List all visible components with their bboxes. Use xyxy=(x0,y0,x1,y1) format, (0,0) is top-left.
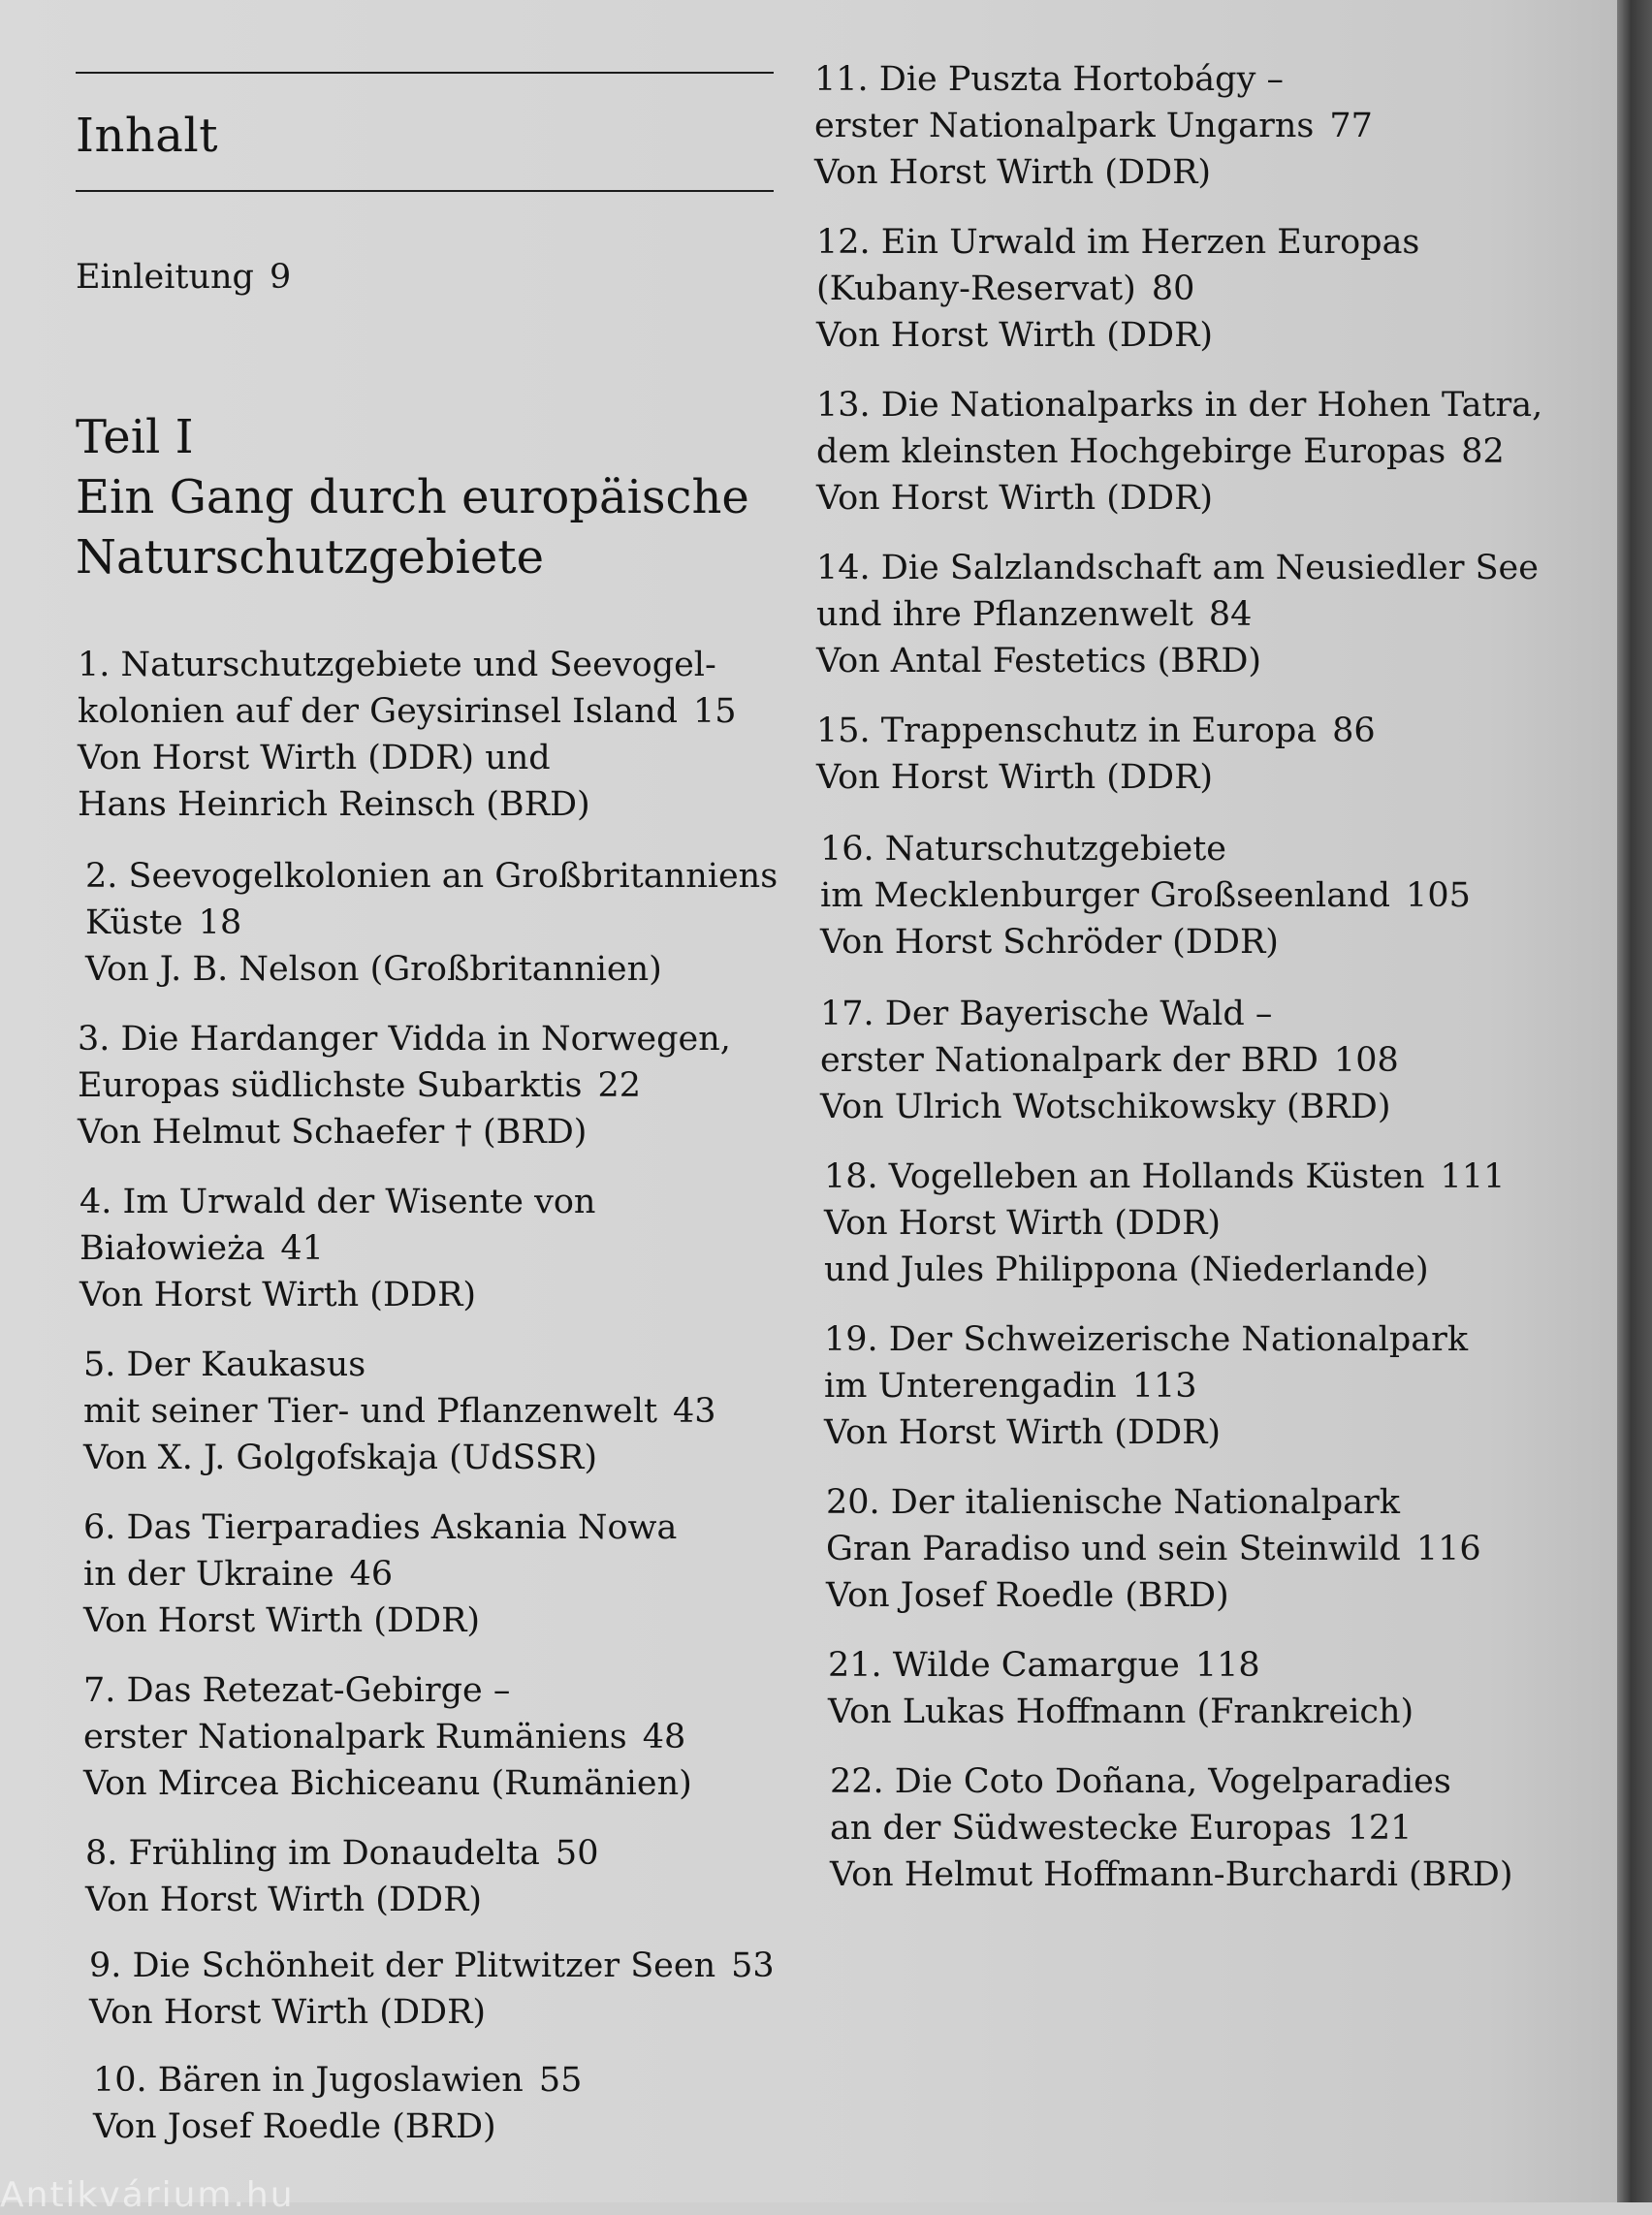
toc-entry-line xyxy=(78,688,737,735)
toc-entry xyxy=(83,1504,677,1644)
toc-entry-text: 2. Seevogelkolonien an Großbritanniens xyxy=(85,857,778,896)
part-title-line-2: Naturschutzgebiete xyxy=(76,530,544,585)
toc-entry-line xyxy=(816,382,1542,428)
toc-entry-line xyxy=(85,853,778,900)
toc-entry-line xyxy=(83,1551,677,1598)
toc-entry-text: erster Nationalpark Ungarns xyxy=(814,107,1315,145)
top-rule xyxy=(76,72,774,74)
toc-entry-text: 18. Vogelleben an Hollands Küsten xyxy=(824,1157,1425,1196)
toc-entry-text: Von Horst Wirth (DDR) xyxy=(89,1993,487,2032)
toc-entry-text: Von Ulrich Wotschikowsky (BRD) xyxy=(820,1088,1391,1126)
toc-entry-text: kolonien auf der Geysirinsel Island xyxy=(78,692,678,731)
toc-entry-line xyxy=(78,1062,731,1109)
toc-page-number: 118 xyxy=(1194,1646,1260,1685)
toc-entry-text: Białowieża xyxy=(79,1229,266,1268)
toc-entry-line xyxy=(814,56,1373,103)
toc-page-number: 86 xyxy=(1332,712,1376,750)
toc-entry xyxy=(820,826,1471,965)
toc-entry-line xyxy=(816,638,1539,684)
toc-entry-line xyxy=(816,266,1419,312)
toc-entry-text: 21. Wilde Camargue xyxy=(828,1646,1180,1685)
toc-entry-line xyxy=(824,1409,1468,1456)
toc-entry-line xyxy=(83,1667,692,1714)
toc-entry-text: Von Horst Wirth (DDR) xyxy=(816,758,1214,797)
toc-entry-text: Von Horst Wirth (DDR) xyxy=(816,316,1214,355)
toc-entry-text: 5. Der Kaukasus xyxy=(83,1345,366,1384)
toc-page-number: 53 xyxy=(731,1946,775,1985)
page-title: Inhalt xyxy=(76,109,219,163)
toc-entry-line xyxy=(816,591,1539,638)
toc-entry xyxy=(79,1179,595,1318)
title-underline xyxy=(76,190,774,192)
toc-entry xyxy=(83,1667,692,1807)
toc-entry-line xyxy=(824,1200,1505,1247)
toc-entry-text: Von Mircea Bichiceanu (Rumänien) xyxy=(83,1764,692,1803)
toc-entry-text: 12. Ein Urwald im Herzen Europas xyxy=(816,223,1420,262)
toc-entry xyxy=(828,1642,1414,1735)
toc-entry xyxy=(824,1154,1505,1293)
toc-page-number: 82 xyxy=(1461,432,1505,471)
toc-entry xyxy=(826,1479,1481,1619)
part-number: Teil I xyxy=(76,410,194,464)
toc-entry-line xyxy=(816,754,1376,801)
toc-entry-line xyxy=(78,642,737,688)
part-title-line-1: Ein Gang durch europäische xyxy=(76,470,749,524)
intro-label: Einleitung xyxy=(76,258,254,297)
toc-entry-line xyxy=(816,219,1419,266)
toc-entry-text: Von Antal Festetics (BRD) xyxy=(816,642,1262,680)
toc-entry-line xyxy=(820,1084,1399,1130)
intro-page-number: 9 xyxy=(269,258,292,297)
toc-entry-line xyxy=(826,1479,1481,1526)
toc-entry-line xyxy=(89,1943,775,1989)
toc-entry-line xyxy=(824,1316,1468,1363)
intro-entry xyxy=(76,258,291,297)
toc-entry-text: dem kleinsten Hochgebirge Europas xyxy=(816,432,1446,471)
toc-entry-text: 15. Trappenschutz in Europa xyxy=(816,712,1318,750)
toc-entry-line xyxy=(93,2104,582,2150)
toc-entry xyxy=(830,1758,1512,1898)
toc-page-number: 48 xyxy=(642,1718,686,1756)
toc-entry-line xyxy=(85,1877,598,1923)
toc-entry-line xyxy=(78,781,737,828)
toc-page-number: 121 xyxy=(1347,1809,1413,1848)
toc-entry-text: Küste xyxy=(85,903,183,942)
part-heading xyxy=(76,407,749,587)
toc-entry-text: Von Lukas Hoffmann (Frankreich) xyxy=(828,1693,1414,1731)
toc-entry-line xyxy=(83,1598,677,1644)
toc-entry-line xyxy=(78,1016,731,1062)
toc-entry-line xyxy=(816,708,1376,754)
toc-entry-line xyxy=(79,1179,595,1225)
toc-entry xyxy=(816,545,1539,684)
toc-entry-line xyxy=(830,1805,1512,1851)
toc-entry-line xyxy=(89,1989,775,2036)
toc-entry xyxy=(85,1830,598,1923)
toc-entry xyxy=(93,2057,582,2150)
toc-entry xyxy=(78,1016,731,1155)
toc-entry-text: 22. Die Coto Doñana, Vogelparadies xyxy=(830,1762,1451,1801)
toc-entry xyxy=(78,642,737,828)
toc-entry xyxy=(85,853,778,993)
toc-entry-text: Hans Heinrich Reinsch (BRD) xyxy=(78,785,590,824)
toc-entry-text: Von Horst Wirth (DDR) und xyxy=(78,739,551,777)
toc-page-number: 41 xyxy=(280,1229,324,1268)
toc-entry-line xyxy=(78,1109,731,1155)
toc-entry-text: 11. Die Puszta Hortobágy – xyxy=(814,60,1284,99)
toc-entry-text: in der Ukraine xyxy=(83,1555,334,1594)
toc-entry-line xyxy=(826,1572,1481,1619)
toc-entry-text: Von Horst Wirth (DDR) xyxy=(83,1601,481,1640)
toc-entry xyxy=(816,219,1419,359)
toc-entry-line xyxy=(820,872,1471,919)
toc-entry-text: Von X. J. Golgofskaja (UdSSR) xyxy=(83,1439,597,1477)
toc-entry-line xyxy=(830,1851,1512,1898)
toc-page-number: 105 xyxy=(1406,876,1471,915)
toc-entry xyxy=(814,56,1373,196)
toc-entry-line xyxy=(816,475,1542,522)
toc-page-number: 15 xyxy=(692,692,737,731)
toc-entry-line xyxy=(816,428,1542,475)
toc-entry-line xyxy=(85,1830,598,1877)
toc-entry-text: 17. Der Bayerische Wald – xyxy=(820,995,1273,1033)
toc-entry-text: Von Helmut Schaefer † (BRD) xyxy=(78,1113,588,1152)
toc-entry xyxy=(820,991,1399,1130)
toc-entry-text: 7. Das Retezat-Gebirge – xyxy=(83,1671,511,1710)
toc-entry-text: Von Horst Wirth (DDR) xyxy=(85,1881,483,1919)
toc-entry-line xyxy=(820,1037,1399,1084)
toc-entry-line xyxy=(820,919,1471,965)
toc-entry-text: 9. Die Schönheit der Plitwitzer Seen xyxy=(89,1946,716,1985)
toc-entry-line xyxy=(820,826,1471,872)
toc-page-number: 43 xyxy=(673,1392,716,1431)
toc-page-number: 116 xyxy=(1415,1530,1481,1568)
toc-entry-text: Von Horst Wirth (DDR) xyxy=(816,479,1214,518)
toc-entry-line xyxy=(814,103,1373,149)
toc-entry-line xyxy=(820,991,1399,1037)
toc-entry-text: Von Horst Schröder (DDR) xyxy=(820,923,1279,962)
toc-entry-text: Europas südlichste Subarktis xyxy=(78,1066,583,1105)
toc-entry-line xyxy=(814,149,1373,196)
toc-page-number: 55 xyxy=(538,2061,583,2100)
toc-page-number: 46 xyxy=(349,1555,394,1594)
watermark: Antikvárium.hu xyxy=(0,2175,295,2215)
toc-entry-line xyxy=(93,2057,582,2104)
toc-entry-text: im Unterengadin xyxy=(824,1367,1117,1406)
toc-page-number: 77 xyxy=(1329,107,1373,145)
toc-entry-text: 16. Naturschutzgebiete xyxy=(820,830,1226,869)
toc-entry-line xyxy=(79,1225,595,1272)
toc-entry-line xyxy=(816,312,1419,359)
toc-entry-line xyxy=(828,1642,1414,1689)
toc-entry-line xyxy=(828,1689,1414,1735)
toc-entry-line xyxy=(824,1363,1468,1409)
toc-entry-text: 3. Die Hardanger Vidda in Norwegen, xyxy=(78,1020,731,1059)
toc-entry-line xyxy=(78,735,737,781)
toc-entry xyxy=(89,1943,775,2036)
toc-entry xyxy=(824,1316,1468,1456)
toc-entry-line xyxy=(83,1760,692,1807)
toc-entry-text: Von Horst Wirth (DDR) xyxy=(814,153,1212,192)
toc-entry-text: und Jules Philippona (Niederlande) xyxy=(824,1250,1429,1289)
toc-entry-text: erster Nationalpark der BRD xyxy=(820,1041,1318,1080)
toc-entry-text: Von Horst Wirth (DDR) xyxy=(79,1276,477,1314)
toc-entry-line xyxy=(83,1388,716,1435)
toc-entry-line xyxy=(824,1247,1505,1293)
toc-entry-text: 1. Naturschutzgebiete und Seevogel- xyxy=(78,646,716,684)
toc-entry-text: Von Horst Wirth (DDR) xyxy=(824,1204,1222,1243)
toc-entry-text: 13. Die Nationalparks in der Hohen Tatra, xyxy=(816,386,1543,425)
toc-entry-text: Von Josef Roedle (BRD) xyxy=(93,2107,496,2146)
toc-entry-text: Von Josef Roedle (BRD) xyxy=(826,1576,1229,1615)
toc-entry-line xyxy=(85,946,778,993)
toc-entry-line xyxy=(83,1342,716,1388)
toc-entry-line xyxy=(824,1154,1505,1200)
book-spine xyxy=(1617,0,1652,2202)
toc-entry-text: 6. Das Tierparadies Askania Nowa xyxy=(83,1508,678,1547)
toc-entry-text: Von Horst Wirth (DDR) xyxy=(824,1413,1222,1452)
toc-entry-text: 4. Im Urwald der Wisente von xyxy=(79,1183,596,1221)
toc-page-number: 18 xyxy=(198,903,242,942)
toc-page-number: 84 xyxy=(1208,595,1253,634)
toc-entry-text: an der Südwestecke Europas xyxy=(830,1809,1332,1848)
toc-entry-text: Von J. B. Nelson (Großbritannien) xyxy=(85,950,662,989)
toc-entry-text: erster Nationalpark Rumäniens xyxy=(83,1718,627,1756)
toc-entry-line xyxy=(826,1526,1481,1572)
toc-entry xyxy=(816,708,1376,801)
toc-page-number: 22 xyxy=(597,1066,642,1105)
toc-page-number: 50 xyxy=(555,1834,599,1873)
toc-entry-text: mit seiner Tier- und Pflanzenwelt xyxy=(83,1392,658,1431)
toc-entry xyxy=(83,1342,716,1481)
toc-entry-text: 20. Der italienische Nationalpark xyxy=(826,1483,1400,1522)
toc-entry xyxy=(816,382,1542,522)
toc-page-number: 113 xyxy=(1131,1367,1197,1406)
toc-entry-line xyxy=(83,1504,677,1551)
toc-entry-text: Gran Paradiso und sein Steinwild xyxy=(826,1530,1401,1568)
toc-entry-text: Von Helmut Hoffmann-Burchardi (BRD) xyxy=(830,1855,1513,1894)
toc-entry-text: im Mecklenburger Großseenland xyxy=(820,876,1391,915)
toc-entry-text: und ihre Pflanzenwelt xyxy=(816,595,1193,634)
toc-page-number: 80 xyxy=(1151,269,1195,308)
toc-entry-line xyxy=(79,1272,595,1318)
toc-entry-line xyxy=(816,545,1539,591)
toc-entry-line xyxy=(83,1714,692,1760)
toc-entry-text: 19. Der Schweizerische Nationalpark xyxy=(824,1320,1469,1359)
toc-entry-text: (Kubany-Reservat) xyxy=(816,269,1136,308)
toc-page-number: 111 xyxy=(1440,1157,1506,1196)
toc-entry-text: 14. Die Salzlandschaft am Neusiedler See xyxy=(816,549,1539,587)
toc-page-number: 108 xyxy=(1333,1041,1399,1080)
toc-entry-text: 10. Bären in Jugoslawien xyxy=(93,2061,524,2100)
toc-entry-text: 8. Frühling im Donaudelta xyxy=(85,1834,540,1873)
toc-entry-line xyxy=(83,1435,716,1481)
toc-entry-line xyxy=(830,1758,1512,1805)
toc-entry-line xyxy=(85,900,778,946)
